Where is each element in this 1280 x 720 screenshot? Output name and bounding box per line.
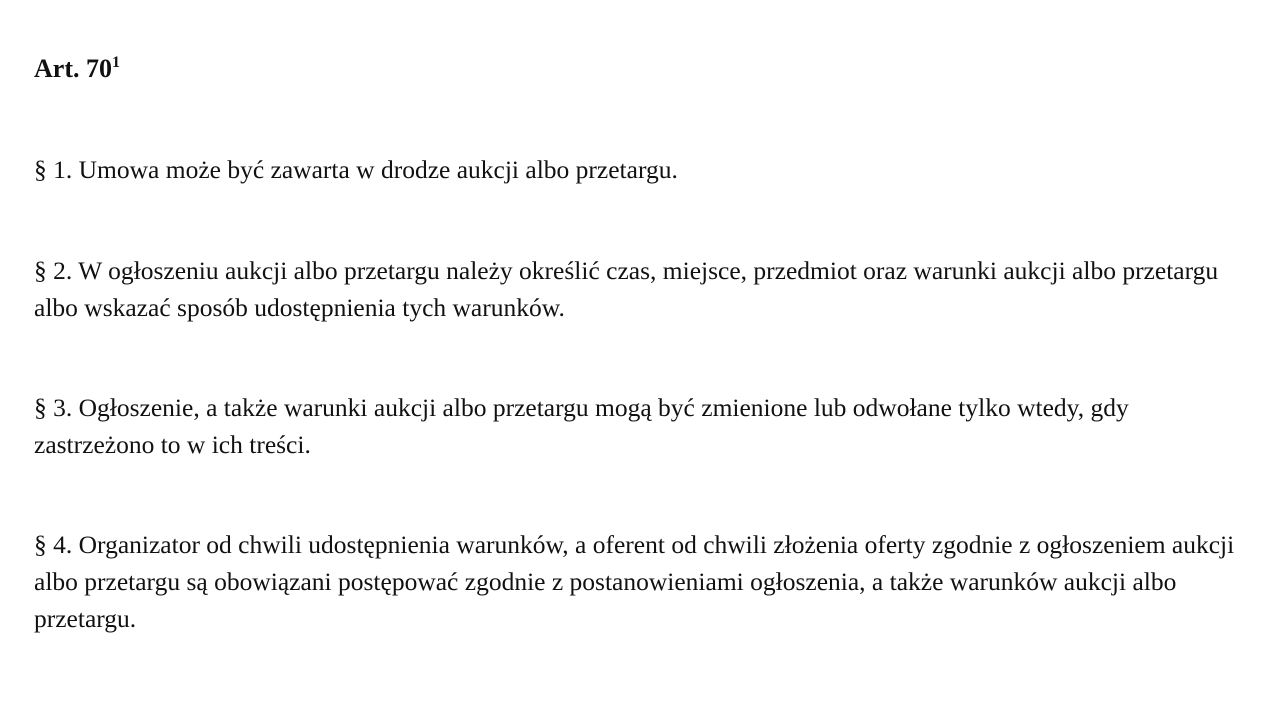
article-title-text: Art. 70 xyxy=(34,54,112,83)
article-title-superscript: 1 xyxy=(111,54,120,71)
article-title xyxy=(34,52,120,86)
paragraph-4: § 4. Organizator od chwili udostępnienia warunków, a oferent od chwili złożenia oferty zgodnie z ogłoszeniem aukcji albo przetargu są obowiązani postępować zgodnie z postanowieniami ogłoszenia, a także warunków aukcji albo przetargu. xyxy=(34,530,1235,633)
paragraph-3: § 3. Ogłoszenie, a także warunki aukcji albo przetargu mogą być zmienione lub odwołane tylko wtedy, gdy zastrzeżono to w ich treści. xyxy=(34,393,1129,459)
paragraph-1: § 1. Umowa może być zawarta w drodze aukcji albo przetargu. xyxy=(34,155,678,184)
paragraph-2: § 2. W ogłoszeniu aukcji albo przetargu należy określić czas, miejsce, przedmiot oraz warunki aukcji albo przetargu albo wskazać sposób udostępnienia tych warunków. xyxy=(34,256,1219,322)
